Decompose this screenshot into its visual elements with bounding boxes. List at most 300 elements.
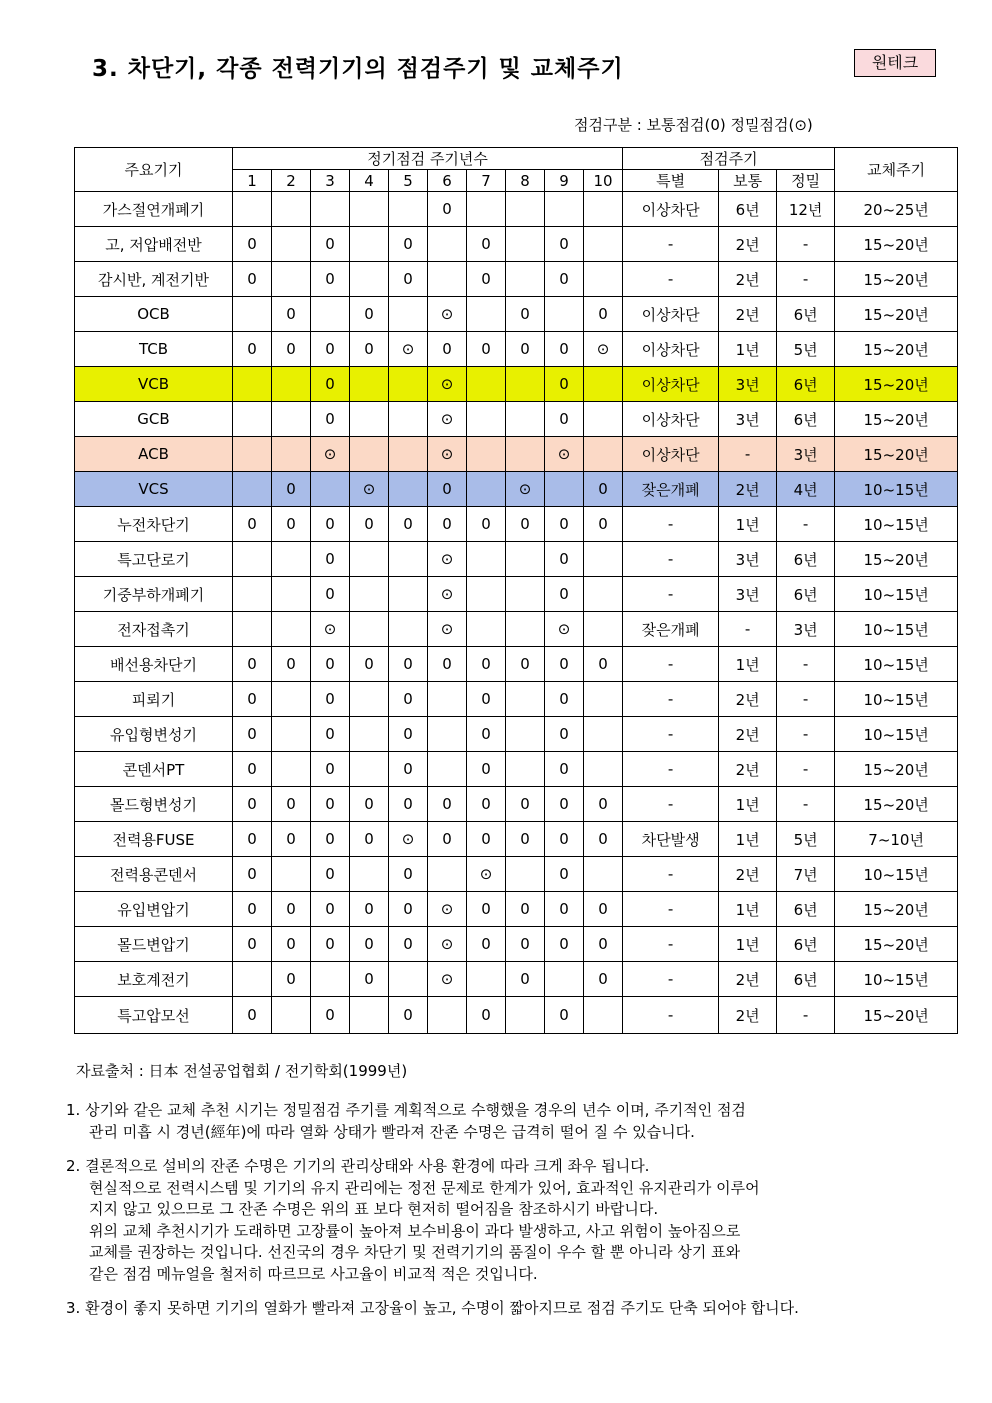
year-mark: 0	[350, 787, 389, 822]
precise-cycle: 6년	[777, 542, 835, 577]
note-line: 교체를 권장하는 것입니다. 선진국의 경우 차단기 및 전력기기의 품질이 우수 할 뿐 아니라 상기 표와	[89, 1243, 741, 1261]
header-year: 1	[233, 170, 272, 192]
year-mark	[584, 857, 623, 892]
year-mark: 0	[272, 892, 311, 927]
precise-cycle: -	[777, 997, 835, 1034]
year-mark	[233, 402, 272, 437]
special-cycle: -	[623, 682, 719, 717]
year-mark: ⊙	[389, 332, 428, 367]
year-mark: 0	[233, 857, 272, 892]
normal-cycle: 3년	[719, 367, 777, 402]
special-cycle: -	[623, 542, 719, 577]
year-mark: ⊙	[428, 962, 467, 997]
precise-cycle: 7년	[777, 857, 835, 892]
precise-cycle: 5년	[777, 332, 835, 367]
replace-cycle: 10~15년	[835, 647, 958, 682]
note-line: 지지 않고 있으므로 그 잔존 수명은 위의 표 보다 현저히 떨어짐을 참조하시기 바랍니다.	[89, 1200, 659, 1218]
year-mark	[311, 472, 350, 507]
normal-cycle: 2년	[719, 857, 777, 892]
year-mark	[506, 682, 545, 717]
year-mark: 0	[545, 927, 584, 962]
special-cycle: 이상차단	[623, 297, 719, 332]
table-row	[75, 822, 958, 857]
year-mark	[584, 192, 623, 227]
year-mark	[584, 612, 623, 647]
page-title: 3. 차단기, 각종 전력기기의 점검주기 및 교체주기	[92, 56, 624, 82]
normal-cycle: 3년	[719, 542, 777, 577]
year-mark	[272, 717, 311, 752]
year-mark	[506, 857, 545, 892]
year-mark	[272, 997, 311, 1034]
header-year: 4	[350, 170, 389, 192]
year-mark: 0	[467, 787, 506, 822]
year-mark: 0	[584, 822, 623, 857]
year-mark	[389, 402, 428, 437]
special-cycle: -	[623, 962, 719, 997]
header-year: 2	[272, 170, 311, 192]
year-mark: 0	[467, 717, 506, 752]
year-mark	[233, 472, 272, 507]
year-mark: 0	[545, 822, 584, 857]
year-mark: 0	[389, 507, 428, 542]
year-mark	[506, 262, 545, 297]
year-mark: 0	[350, 647, 389, 682]
year-mark: 0	[467, 927, 506, 962]
year-mark: 0	[350, 507, 389, 542]
year-mark: 0	[545, 367, 584, 402]
header-normal: 보통	[719, 170, 777, 192]
normal-cycle: 1년	[719, 822, 777, 857]
year-mark	[272, 262, 311, 297]
year-mark	[389, 612, 428, 647]
year-mark: ⊙	[311, 437, 350, 472]
year-mark: 0	[506, 507, 545, 542]
year-mark: 0	[233, 822, 272, 857]
header-precise: 정밀	[777, 170, 835, 192]
note-line: 2. 결론적으로 설비의 잔존 수명은 기기의 관리상태와 사용 환경에 따라 크게 좌우 됩니다.	[66, 1157, 650, 1175]
table-row	[75, 297, 958, 332]
special-cycle: -	[623, 262, 719, 297]
year-mark: 0	[389, 857, 428, 892]
year-mark	[272, 227, 311, 262]
replace-cycle: 15~20년	[835, 332, 958, 367]
year-mark: ⊙	[584, 332, 623, 367]
special-cycle: 잦은개폐	[623, 612, 719, 647]
device-name: ACB	[75, 437, 233, 472]
year-mark	[233, 612, 272, 647]
special-cycle: 이상차단	[623, 367, 719, 402]
year-mark: 0	[389, 647, 428, 682]
normal-cycle: 2년	[719, 717, 777, 752]
normal-cycle: 1년	[719, 927, 777, 962]
year-mark	[350, 717, 389, 752]
year-mark	[389, 297, 428, 332]
replace-cycle: 15~20년	[835, 892, 958, 927]
precise-cycle: 3년	[777, 612, 835, 647]
year-mark: 0	[389, 927, 428, 962]
source-note: 자료출처 : 日本 전설공업협회 / 전기학회(1999년)	[76, 1062, 408, 1080]
device-name: 특고단로기	[75, 542, 233, 577]
device-name: 유입변압기	[75, 892, 233, 927]
year-mark	[350, 612, 389, 647]
replace-cycle: 15~20년	[835, 437, 958, 472]
year-mark: ⊙	[467, 857, 506, 892]
year-mark: 0	[545, 997, 584, 1034]
year-mark: 0	[311, 227, 350, 262]
year-mark	[350, 192, 389, 227]
year-mark	[584, 367, 623, 402]
precise-cycle: -	[777, 227, 835, 262]
precise-cycle: 5년	[777, 822, 835, 857]
table-row	[75, 437, 958, 472]
device-name: 몰드형변성기	[75, 787, 233, 822]
year-mark	[584, 437, 623, 472]
header-main: 주요기기	[75, 148, 233, 192]
year-mark	[350, 402, 389, 437]
precise-cycle: -	[777, 262, 835, 297]
normal-cycle: -	[719, 437, 777, 472]
year-mark	[233, 437, 272, 472]
year-mark: 0	[311, 542, 350, 577]
replace-cycle: 15~20년	[835, 542, 958, 577]
normal-cycle: 2년	[719, 227, 777, 262]
year-mark: 0	[233, 752, 272, 787]
device-name: 피뢰기	[75, 682, 233, 717]
device-name: 배선용차단기	[75, 647, 233, 682]
device-name: 특고압모선	[75, 997, 233, 1034]
special-cycle: 이상차단	[623, 402, 719, 437]
precise-cycle: -	[777, 682, 835, 717]
year-mark	[506, 402, 545, 437]
normal-cycle: 2년	[719, 752, 777, 787]
year-mark: 0	[389, 717, 428, 752]
year-mark: ⊙	[428, 542, 467, 577]
year-mark	[467, 542, 506, 577]
year-mark	[467, 192, 506, 227]
year-mark	[584, 542, 623, 577]
year-mark: 0	[545, 332, 584, 367]
table-row	[75, 262, 958, 297]
device-name: 보호계전기	[75, 962, 233, 997]
normal-cycle: 3년	[719, 577, 777, 612]
special-cycle: 잦은개폐	[623, 472, 719, 507]
note-line: 현실적으로 전력시스템 및 기기의 유지 관리에는 정전 문제로 한계가 있어, 효과적인 유지관리가 이루어	[89, 1178, 760, 1197]
year-mark	[272, 857, 311, 892]
special-cycle: -	[623, 752, 719, 787]
year-mark	[350, 262, 389, 297]
year-mark	[467, 297, 506, 332]
year-mark	[467, 437, 506, 472]
year-mark	[350, 997, 389, 1034]
year-mark	[350, 367, 389, 402]
normal-cycle: 2년	[719, 962, 777, 997]
year-mark: 0	[467, 892, 506, 927]
year-mark	[350, 577, 389, 612]
device-name: 전력용FUSE	[75, 822, 233, 857]
year-mark	[506, 752, 545, 787]
year-mark: 0	[233, 997, 272, 1034]
replace-cycle: 15~20년	[835, 297, 958, 332]
year-mark	[389, 437, 428, 472]
year-mark: 0	[545, 682, 584, 717]
year-mark: 0	[506, 297, 545, 332]
year-mark	[233, 297, 272, 332]
year-mark: 0	[233, 927, 272, 962]
year-mark	[311, 192, 350, 227]
year-mark	[545, 297, 584, 332]
year-mark: 0	[545, 647, 584, 682]
year-mark: ⊙	[428, 612, 467, 647]
table-body	[75, 192, 958, 1034]
header-year: 8	[506, 170, 545, 192]
note-line: 3. 환경이 좋지 못하면 기기의 열화가 빨라져 고장율이 높고, 수명이 짧아지므로 점검 주기도 단축 되어야 합니다.	[66, 1299, 799, 1317]
year-mark: ⊙	[428, 402, 467, 437]
year-mark	[584, 717, 623, 752]
table-row	[75, 892, 958, 927]
year-mark: 0	[389, 227, 428, 262]
normal-cycle: 1년	[719, 892, 777, 927]
precise-cycle: -	[777, 787, 835, 822]
year-mark	[233, 192, 272, 227]
year-mark	[428, 682, 467, 717]
note-line: 위의 교체 추천시기가 도래하면 고장률이 높아져 보수비용이 과다 발생하고, 사고 위험이 높아짐으로	[89, 1221, 741, 1240]
year-mark: ⊙	[545, 437, 584, 472]
year-mark	[311, 297, 350, 332]
note-line: 1. 상기와 같은 교체 추천 시기는 정밀점검 주기를 계획적으로 수행했을 경우의 년수 이며, 주기적인 점검	[66, 1101, 746, 1119]
device-name: 고, 저압배전반	[75, 227, 233, 262]
year-mark	[467, 472, 506, 507]
year-mark	[584, 402, 623, 437]
special-cycle: -	[623, 647, 719, 682]
replace-cycle: 20~25년	[835, 192, 958, 227]
year-mark: 0	[311, 577, 350, 612]
year-mark: 0	[350, 962, 389, 997]
precise-cycle: 3년	[777, 437, 835, 472]
normal-cycle: 2년	[719, 262, 777, 297]
year-mark: 0	[506, 962, 545, 997]
year-mark: 0	[428, 472, 467, 507]
normal-cycle: 2년	[719, 297, 777, 332]
table-row	[75, 577, 958, 612]
precise-cycle: 6년	[777, 402, 835, 437]
year-mark	[506, 437, 545, 472]
year-mark: 0	[272, 472, 311, 507]
year-mark	[272, 682, 311, 717]
replace-cycle: 10~15년	[835, 857, 958, 892]
normal-cycle: 3년	[719, 402, 777, 437]
year-mark	[545, 962, 584, 997]
precise-cycle: -	[777, 752, 835, 787]
replace-cycle: 15~20년	[835, 262, 958, 297]
year-mark: 0	[311, 717, 350, 752]
special-cycle: 차단발생	[623, 822, 719, 857]
year-mark: 0	[389, 752, 428, 787]
year-mark	[428, 717, 467, 752]
table-row	[75, 227, 958, 262]
special-cycle: -	[623, 787, 719, 822]
year-mark	[428, 227, 467, 262]
year-mark	[584, 752, 623, 787]
year-mark	[350, 542, 389, 577]
year-mark: 0	[272, 507, 311, 542]
year-mark: 0	[389, 787, 428, 822]
year-mark: 0	[506, 787, 545, 822]
year-mark	[389, 472, 428, 507]
precise-cycle: 12년	[777, 192, 835, 227]
year-mark: 0	[311, 857, 350, 892]
note-item	[66, 1156, 966, 1285]
year-mark: 0	[428, 822, 467, 857]
precise-cycle: -	[777, 717, 835, 752]
year-mark: 0	[389, 892, 428, 927]
year-mark: 0	[545, 227, 584, 262]
year-mark	[233, 542, 272, 577]
year-mark: 0	[428, 507, 467, 542]
year-mark: 0	[311, 402, 350, 437]
year-mark: 0	[350, 927, 389, 962]
year-mark: 0	[350, 332, 389, 367]
year-mark	[272, 437, 311, 472]
special-cycle: 이상차단	[623, 437, 719, 472]
year-mark: 0	[428, 332, 467, 367]
device-name: VCB	[75, 367, 233, 402]
replace-cycle: 15~20년	[835, 787, 958, 822]
precise-cycle: 6년	[777, 927, 835, 962]
year-mark: 0	[272, 297, 311, 332]
year-mark: 0	[311, 262, 350, 297]
year-mark	[350, 437, 389, 472]
year-mark: 0	[467, 227, 506, 262]
replace-cycle: 15~20년	[835, 927, 958, 962]
year-mark: 0	[467, 682, 506, 717]
year-mark: 0	[272, 822, 311, 857]
year-mark	[350, 682, 389, 717]
year-mark: 0	[389, 682, 428, 717]
header-inspection: 점검주기	[623, 148, 835, 170]
year-mark: 0	[467, 332, 506, 367]
year-mark	[272, 402, 311, 437]
year-mark: 0	[233, 682, 272, 717]
normal-cycle: 1년	[719, 507, 777, 542]
special-cycle: -	[623, 927, 719, 962]
year-mark: 0	[272, 787, 311, 822]
year-mark	[233, 577, 272, 612]
year-mark	[350, 752, 389, 787]
year-mark: ⊙	[545, 612, 584, 647]
year-mark	[506, 612, 545, 647]
precise-cycle: 4년	[777, 472, 835, 507]
replace-cycle: 15~20년	[835, 752, 958, 787]
year-mark	[350, 227, 389, 262]
year-mark	[545, 192, 584, 227]
table-row	[75, 997, 958, 1034]
year-mark	[467, 367, 506, 402]
table-row	[75, 612, 958, 647]
year-mark: 0	[233, 262, 272, 297]
precise-cycle: 6년	[777, 892, 835, 927]
year-mark: 0	[467, 752, 506, 787]
header-year: 3	[311, 170, 350, 192]
year-mark: 0	[545, 577, 584, 612]
device-name: 감시반, 계전기반	[75, 262, 233, 297]
company-badge: 원테크	[854, 49, 936, 77]
replace-cycle: 10~15년	[835, 507, 958, 542]
year-mark: ⊙	[506, 472, 545, 507]
device-name: GCB	[75, 402, 233, 437]
year-mark: 0	[545, 507, 584, 542]
device-name: 가스절연개폐기	[75, 192, 233, 227]
year-mark: 0	[545, 262, 584, 297]
year-mark: 0	[545, 542, 584, 577]
year-mark: 0	[467, 647, 506, 682]
special-cycle: -	[623, 507, 719, 542]
table-row	[75, 472, 958, 507]
year-mark: 0	[233, 332, 272, 367]
normal-cycle: 2년	[719, 472, 777, 507]
year-mark: 0	[272, 332, 311, 367]
year-mark: 0	[272, 927, 311, 962]
year-mark: 0	[311, 647, 350, 682]
table-row	[75, 717, 958, 752]
year-mark: 0	[584, 892, 623, 927]
year-mark: 0	[233, 507, 272, 542]
normal-cycle: 2년	[719, 682, 777, 717]
normal-cycle: 1년	[719, 332, 777, 367]
year-mark: 0	[428, 192, 467, 227]
year-mark: 0	[506, 822, 545, 857]
table-row	[75, 857, 958, 892]
year-mark	[389, 542, 428, 577]
special-cycle: -	[623, 717, 719, 752]
year-mark: 0	[584, 927, 623, 962]
table-row	[75, 192, 958, 227]
note-item	[66, 1298, 966, 1320]
year-mark: ⊙	[428, 927, 467, 962]
year-mark: ⊙	[311, 612, 350, 647]
year-mark: 0	[428, 647, 467, 682]
year-mark: ⊙	[389, 822, 428, 857]
replace-cycle: 15~20년	[835, 227, 958, 262]
precise-cycle: 6년	[777, 577, 835, 612]
note-line: 같은 점검 메뉴얼을 철저히 따르므로 사고율이 비교적 적은 것입니다.	[89, 1264, 538, 1283]
year-mark	[545, 472, 584, 507]
year-mark	[311, 962, 350, 997]
year-mark	[389, 577, 428, 612]
year-mark: 0	[311, 787, 350, 822]
inspection-table	[74, 147, 958, 1034]
year-mark: 0	[233, 892, 272, 927]
table-row	[75, 682, 958, 717]
table-row	[75, 927, 958, 962]
year-mark	[584, 577, 623, 612]
inspection-legend: 점검구분 : 보통점검(0) 정밀점검(⊙)	[574, 116, 813, 134]
year-mark	[584, 682, 623, 717]
special-cycle: -	[623, 892, 719, 927]
table-row	[75, 752, 958, 787]
year-mark	[233, 962, 272, 997]
year-mark: 0	[311, 927, 350, 962]
year-mark	[272, 612, 311, 647]
replace-cycle: 10~15년	[835, 472, 958, 507]
year-mark: 0	[506, 332, 545, 367]
year-mark: 0	[233, 227, 272, 262]
year-mark: 0	[311, 507, 350, 542]
year-mark	[428, 752, 467, 787]
year-mark	[467, 577, 506, 612]
year-mark	[233, 367, 272, 402]
year-mark: 0	[272, 647, 311, 682]
year-mark	[506, 542, 545, 577]
